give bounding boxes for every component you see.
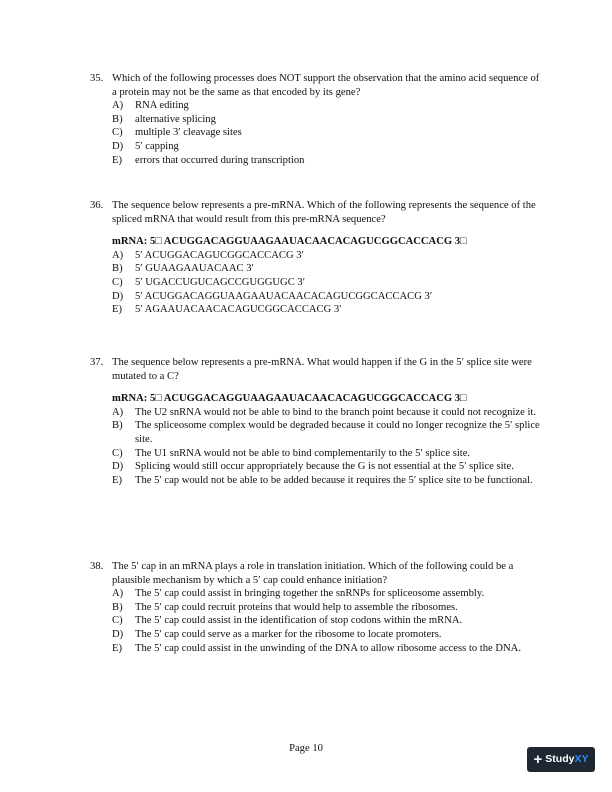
option-letter: E) [112,474,122,486]
option-letter: D) [112,140,124,152]
option-text: 5′ ACUGGACAGGUAAGAAUACAACACAGUCGGCACCACG 3′ [135,290,433,302]
option-text: The spliceosome complex would be degraded because it could no longer recognize the 5′ splice site. [135,420,540,445]
option-letter: A) [112,249,124,261]
option-text: The U2 snRNA would not be able to bind to the branch point because it could not recognize it. [135,406,536,418]
options-list [112,406,540,488]
option-a [112,587,540,601]
option-text: The 5′ cap would not be able to be added because it requires the 5′ splice site to be functional. [135,474,533,486]
question-35-stem [90,72,540,99]
option-d [112,628,540,642]
question-number: 36. [90,200,104,211]
question-36-stem [90,199,540,226]
option-text: The 5′ cap could recruit proteins that would help to assemble the ribosomes. [135,601,458,613]
question-36 [90,199,540,317]
option-e [112,474,540,488]
question-text: Which of the following processes does NOT support the observation that the amino acid sequence of a protein may not be the same as that encoded by its gene? [112,73,540,98]
option-b [112,419,540,446]
option-b [112,113,540,127]
logo-text-main: Study [545,752,575,765]
option-letter: E) [112,304,122,316]
option-letter: C) [112,276,123,288]
option-text: 5′ AGAAUACAACACAGUCGGCACCACG 3′ [135,304,342,316]
option-text: RNA editing [135,100,189,112]
question-35 [90,72,540,167]
option-c [112,614,540,628]
option-letter: D) [112,290,124,302]
option-letter: E) [112,154,122,166]
option-text: 5′ GUAAGAAUACAAC 3′ [135,263,254,275]
question-38 [90,560,540,655]
option-letter: C) [112,447,123,459]
option-letter: B) [112,420,123,432]
option-text: The U1 snRNA would not be able to bind complementarily to the 5′ splice site. [135,447,471,459]
option-letter: D) [112,461,124,473]
question-text: The sequence below represents a pre-mRNA. What would happen if the G in the 5′ splice site were mutated to a C? [112,357,532,382]
option-e [112,154,540,168]
option-e [112,642,540,656]
option-d [112,140,540,154]
question-37-stem [90,356,540,383]
options-list [112,99,540,167]
option-text: The 5′ cap could assist in the unwinding of the DNA to allow ribosome access to the DNA. [135,642,521,654]
option-d [112,290,540,304]
option-e [112,303,540,317]
option-text: The 5′ cap could assist in bringing together the snRNPs for spliceosome assembly. [135,588,485,600]
option-b [112,262,540,276]
option-letter: D) [112,628,124,640]
question-text: The sequence below represents a pre-mRNA. Which of the following represents the sequence of the spliced mRNA that would result from this pre-mRNA sequence? [112,200,536,225]
option-letter: B) [112,601,123,613]
option-letter: E) [112,642,122,654]
question-number: 35. [90,73,104,84]
options-list [112,249,540,317]
question-text: The 5′ cap in an mRNA plays a role in translation initiation. Which of the following could be a plausible mechanism by which a 5′ cap could enhance initiation? [112,561,514,586]
option-letter: A) [112,406,124,418]
options-list [112,587,540,655]
option-d [112,460,540,474]
option-letter: A) [112,588,124,600]
option-text: The 5′ cap could assist in the identification of stop codons within the mRNA. [135,615,463,627]
option-a [112,249,540,263]
option-a [112,99,540,113]
option-a [112,406,540,420]
option-letter: C) [112,615,123,627]
option-text: alternative splicing [135,113,216,125]
mrna-sequence: mRNA: 5□ ACUGGACAGGUAAGAAUACAACACAGUCGGCACCACG 3□ [112,236,467,248]
option-text: errors that occurred during transcription [135,154,305,166]
question-38-stem [90,560,540,587]
option-c [112,126,540,140]
option-letter: C) [112,127,123,139]
option-text: Splicing would still occur appropriately because the G is not essential at the 5′ splice site. [135,461,514,473]
option-letter: A) [112,100,124,112]
plus-icon: + [533,751,543,768]
page-number: Page 10 [289,743,323,754]
option-text: 5′ UGACCUGUCAGCCGUGGUGC 3′ [135,276,306,288]
mrna-sequence: mRNA: 5□ ACUGGACAGGUAAGAAUACAACACAGUCGGCACCACG 3□ [112,393,467,405]
option-c [112,276,540,290]
logo-text-accent: XY [574,752,589,765]
question-number: 38. [90,561,104,572]
option-text: 5′ capping [135,140,179,152]
option-letter: B) [112,113,123,125]
question-number: 37. [90,357,104,368]
option-text: The 5′ cap could serve as a marker for the ribosome to locate promoters. [135,628,442,640]
option-text: multiple 3′ cleavage sites [135,127,242,139]
studyxy-logo[interactable] [527,747,595,772]
option-b [112,601,540,615]
option-c [112,447,540,461]
option-text: 5′ ACUGGACAGUCGGCACCACG 3′ [135,249,304,261]
question-37 [90,356,540,487]
option-letter: B) [112,263,123,275]
